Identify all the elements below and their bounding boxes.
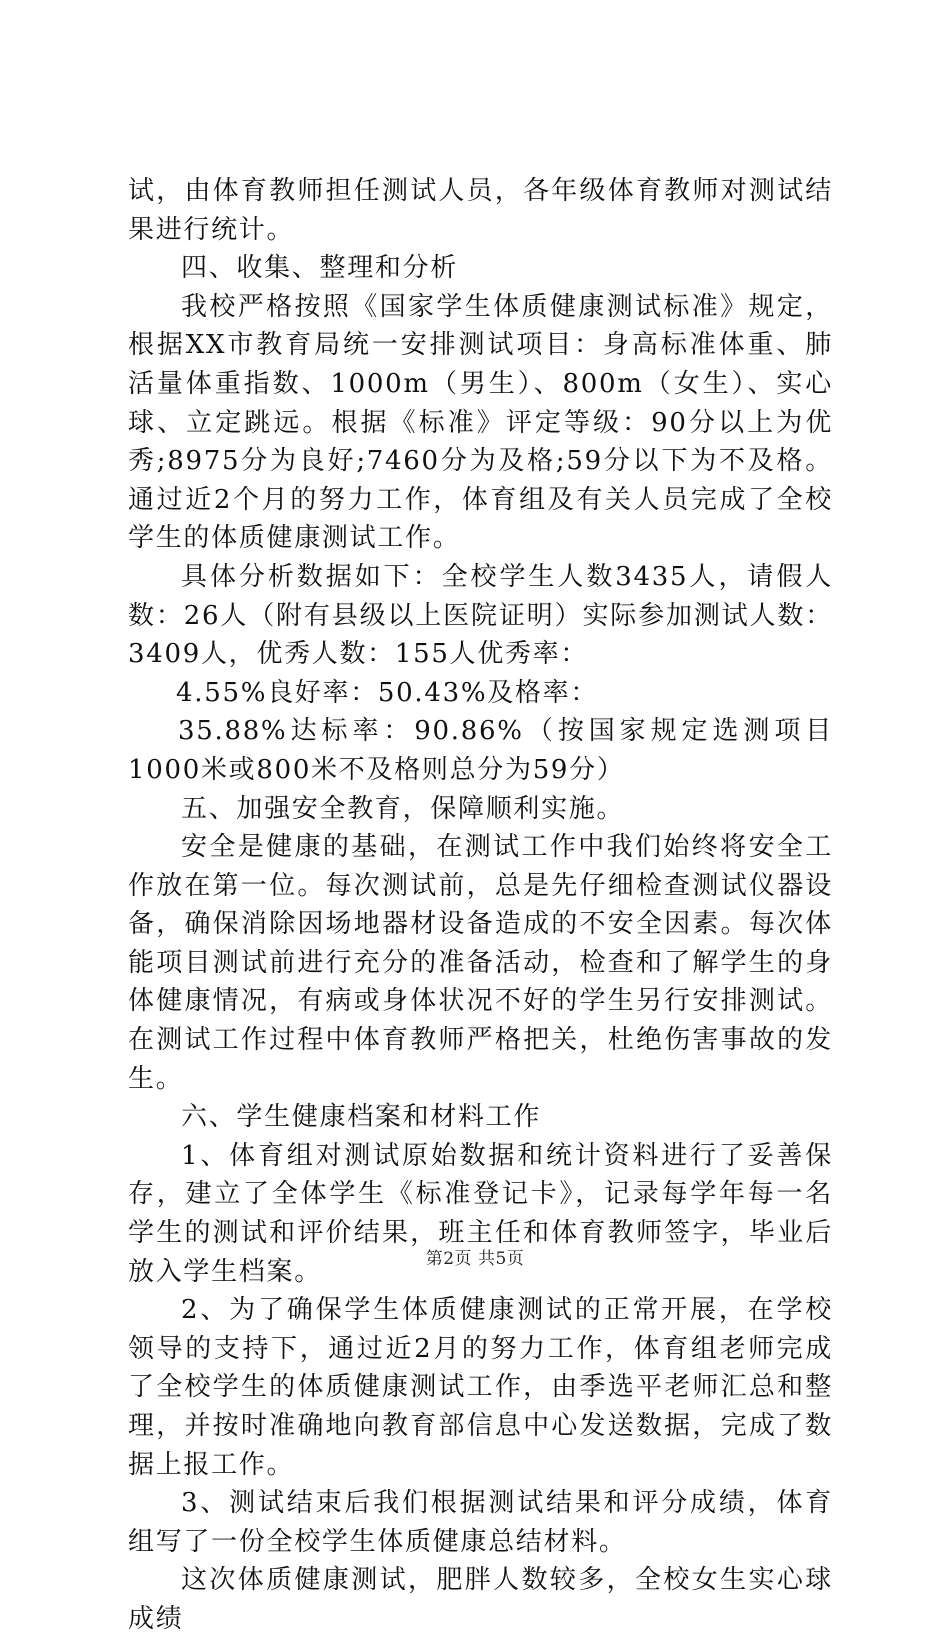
- paragraph-item-2: 2、为了确保学生体质健康测试的正常开展，在学校领导的支持下，通过近2月的努力工作，体育组老师完成了全校学生的体质健康测试工作，由季选平老师汇总和整理，并按时准确地向教育部信息中心发送数据，完成了数据上报工作。: [128, 1295, 833, 1480]
- section-heading-4: 四、收集、整理和分析: [181, 253, 459, 284]
- paragraph-test-standard: 我校严格按照《国家学生体质健康测试标准》规定，根据XX市教育局统一安排测试项目：身高标准体重、肺活量体重指数、1000m（男生）、800m（女生）、实心球、立定跳远。根据《标准》评定等级：90分以上为优秀;8975分为良好;7460分为及格;59分以下为不及格。通过近2个月的努力工作，体育组及有关人员完成了全校学生的体质健康测试工作。: [128, 291, 833, 554]
- paragraph-rates-1: 4.55%良好率：50.43%及格率：: [176, 677, 599, 708]
- paragraph-safety: 安全是健康的基础，在测试工作中我们始终将安全工作放在第一位。每次测试前，总是先仔细检查测试仪器设备，确保消除因场地器材设备造成的不安全因素。每次体能项目测试前进行充分的准备活动，检查和了解学生的身体健康情况，有病或身体状况不好的学生另行安排测试。在测试工作过程中体育教师严格把关，杜绝伤害事故的发生。: [128, 832, 833, 1094]
- document-body: [128, 172, 833, 1639]
- paragraph-rates-2: 35.88%达标率：90.86%（按国家规定选测项目1000米或800米不及格则总分为59分）: [128, 716, 833, 785]
- paragraph-analysis-data: 具体分析数据如下：全校学生人数3435人，请假人数：26人（附有县级以上医院证明）实际参加测试人数：3409人，优秀人数：155人优秀率：: [128, 561, 833, 670]
- page-number-footer: 第2页 共5页: [425, 1249, 525, 1269]
- paragraph-item-1: 1、体育组对测试原始数据和统计资料进行了妥善保存，建立了全体学生《标准登记卡》，记录每学年每一名学生的测试和评价结果，班主任和体育教师签字，毕业后放入学生档案。: [128, 1140, 833, 1287]
- section-heading-5: 五、加强安全教育，保障顺利实施。: [181, 793, 625, 824]
- paragraph-item-3: 3、测试结束后我们根据测试结果和评分成绩，体育组写了一份全校学生体质健康总结材料。: [128, 1488, 833, 1557]
- paragraph-conclusion: 这次体质健康测试，肥胖人数较多，全校女生实心球成绩: [128, 1565, 833, 1634]
- paragraph-continuation: 试，由体育教师担任测试人员，各年级体育教师对测试结果进行统计。: [128, 176, 833, 245]
- section-heading-6: 六、学生健康档案和材料工作: [181, 1102, 542, 1133]
